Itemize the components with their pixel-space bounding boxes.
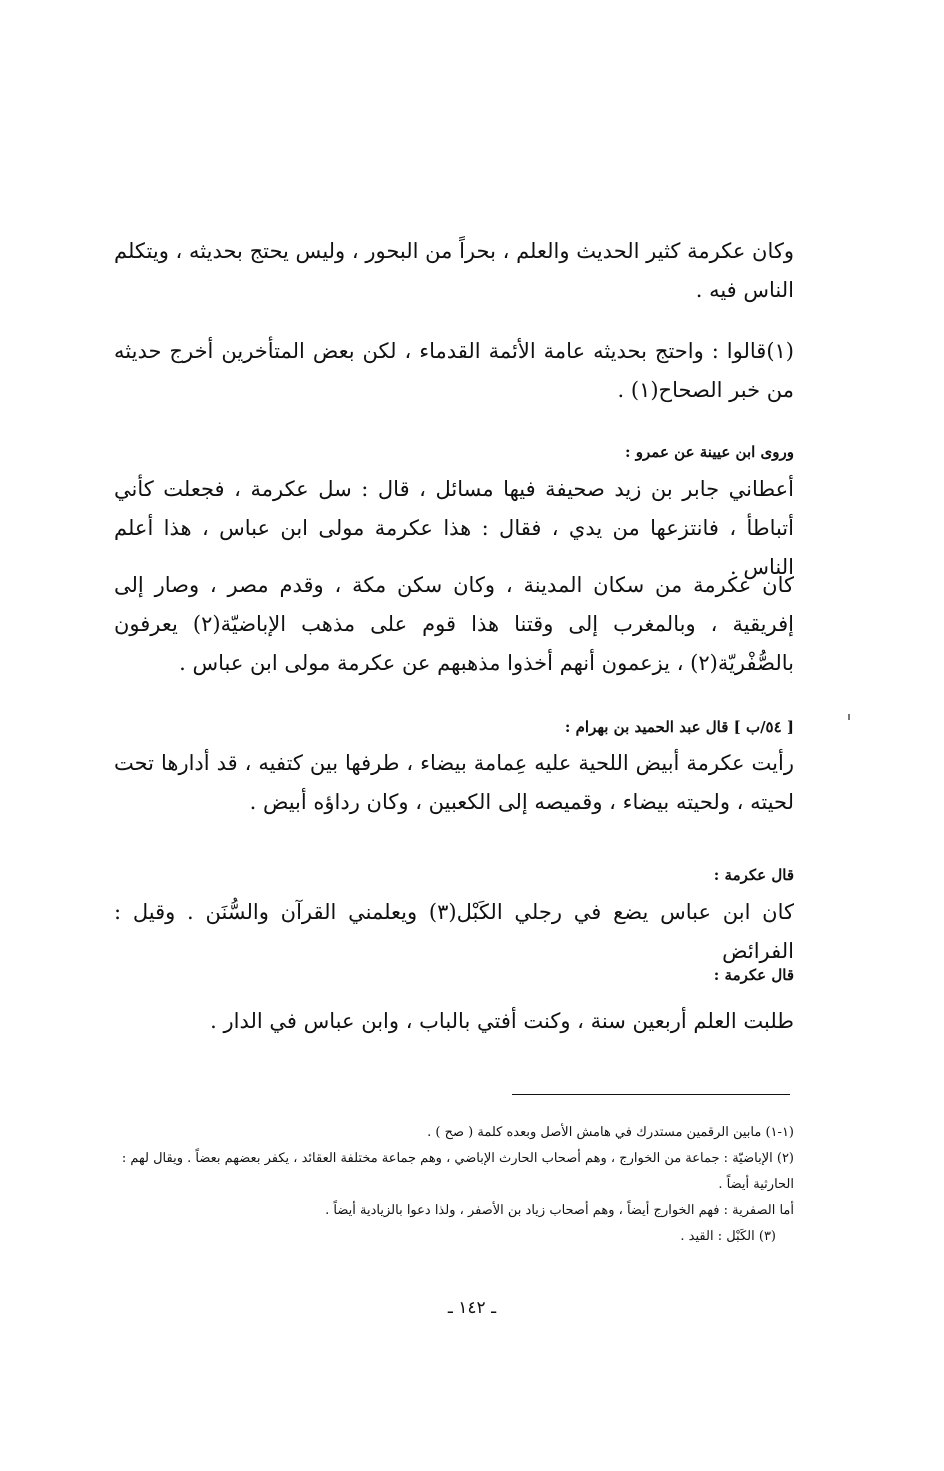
footnote-separator [512,1094,790,1095]
paragraph-ikrima-appearance [114,744,794,822]
section-heading: قال عكرمة : [713,966,794,984]
paragraph-imams-opinion [114,332,794,410]
page-number: ـ ١٤٢ ـ [447,1298,497,1318]
paragraph-ibn-abbas-teaching [114,893,794,971]
body-text: أعطاني جابر بن زيد صحيفة فيها مسائل ، قال : سل عكرمة ، فجعلت كأني أتباطأ ، فانتزعها من يدي ، فقال : هذا عكرمة مولى ابن عباس ، هذا أعلم الناس . [114,477,794,579]
footnote-2-continued: أما الصفرية : فهم الخوارج أيضاً ، وهم أصحاب زياد بن الأصفر ، ولذا دعوا بالزيادية أيضاً . [325,1203,794,1218]
body-text: طلبت العلم أربعين سنة ، وكنت أفتي بالباب ، وابن عباس في الدار . [210,1009,794,1033]
footnote-1: (١-١) مابين الرقمين مستدرك في هامش الأصل وبعده كلمة ( صح ) . [427,1125,794,1140]
body-text: كان عكرمة من سكان المدينة ، وكان سكن مكة ، وقدم مصر ، وصار إلى إفريقية ، وبالمغرب إلى وقتنا هذا قوم على مذهب الإباضيّة(٢) يعرفون بالصُّفْريّة(٢) ، يزعمون أنهم أخذوا مذهبهم عن عكرمة مولى ابن عباس . [114,573,794,675]
body-text: كان ابن عباس يضع في رجلي الكَبْل(٣) ويعلمني القرآن والسُّنَن . وقيل : الفرائض [114,900,794,963]
scan-speck [848,714,850,720]
footnotes [104,1120,794,1250]
paragraph-seeking-knowledge [114,1002,794,1041]
section-heading-ibn-uyaynah [114,441,794,463]
body-text: وكان عكرمة كثير الحديث والعلم ، بحراً من البحور ، وليس يحتج بحديثه ، ويتكلم الناس فيه . [114,239,794,302]
section-heading-ikrima-said-2 [114,964,794,986]
body-text: رأيت عكرمة أبيض اللحية عليه عِمامة بيضاء ، طرفها بين كتفيه ، قد أدارها تحت لحيته ، ولحيته بيضاء ، وقميصه إلى الكعبين ، وكان رداؤه أبيض . [114,751,794,814]
paragraph-ikrima-knowledge [114,232,794,310]
paragraph-ikrima-residence [114,566,794,683]
section-heading-abd-alhamid [114,716,794,738]
section-heading-ikrima-said-1 [114,864,794,886]
section-heading: [ ٥٤/ب ] قال عبد الحميد بن بهرام : [564,718,794,736]
section-heading: قال عكرمة : [713,866,794,884]
section-heading: وروى ابن عيينة عن عمرو : [625,443,794,461]
body-text: (١)قالوا : واحتج بحديثه عامة الأئمة القدماء ، لكن بعض المتأخرين أخرج حديثه من خبر الصحاح(١) . [114,339,794,402]
footnote-2: (٢) الإباضيّة : جماعة من الخوارج ، وهم أصحاب الحارث الإباضي ، وهم جماعة مختلفة العقائد ، يكفر بعضهم بعضاً . ويقال لهم : الحارثية أيضاً . [121,1151,794,1192]
footnote-3: (٣) الكَبْل : القيد . [680,1229,776,1244]
